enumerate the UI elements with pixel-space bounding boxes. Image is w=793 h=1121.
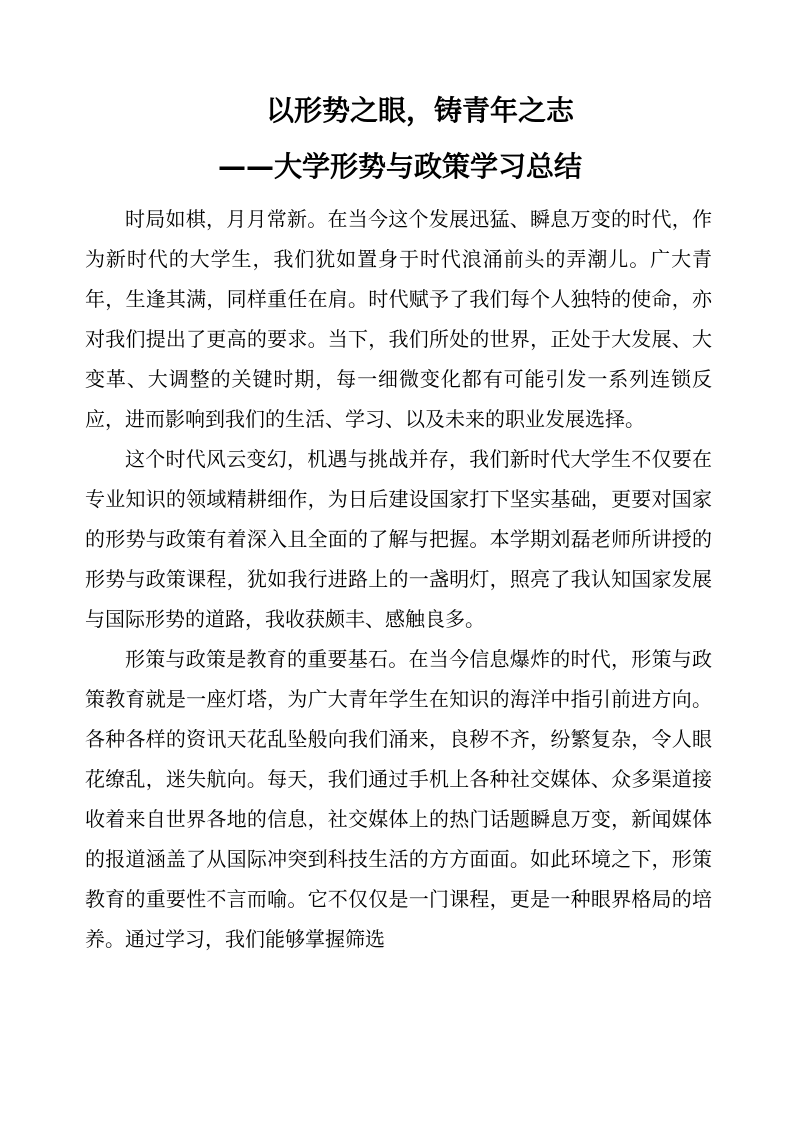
paragraph-1: 时局如棋，月月常新。在当今这个发展迅猛、瞬息万变的时代，作为新时代的大学生，我们犹如置身于时代浪涌前头的弄潮儿。广大青年，生逢其满，同样重任在肩。时代赋予了我们每个人独特的使命，亦对我们提出了更高的要求。当下，我们所处的世界，正处于大发展、大变革、大调整的关键时期，每一细微变化都有可能引发一系列连锁反应，进而影响到我们的生活、学习、以及未来的职业发展选择。 xyxy=(85,207,712,431)
document-title: 以形势之眼，铸青年之志 xyxy=(266,94,575,127)
document-subtitle: ——大学形势与政策学习总结 xyxy=(218,150,583,183)
paragraph-2: 这个时代风云变幻，机遇与挑战并存，我们新时代大学生不仅要在专业知识的领域精耕细作，为日后建设国家打下坚实基础，更要对国家的形势与政策有着深入且全面的了解与把握。本学期刘磊老师所讲授的形势与政策课程，犹如我行进路上的一盏明灯，照亮了我认知国家发展与国际形势的道路，我收获颇丰、感触良多。 xyxy=(85,447,712,631)
document-body xyxy=(85,199,712,959)
paragraph-3: 形策与政策是教育的重要基石。在当今信息爆炸的时代，形策与政策教育就是一座灯塔，为广大青年学生在知识的海洋中指引前进方向。各种各样的资讯天花乱坠般向我们涌来，良秽不齐，纷繁复杂，令人眼花缭乱，迷失航向。每天，我们通过手机上各种社交媒体、众多渠道接收着来自世界各地的信息，社交媒体上的热门话题瞬息万变，新闻媒体的报道涵盖了从国际冲突到科技生活的方方面面。如此环境之下，形策教育的重要性不言而喻。它不仅仅是一门课程，更是一种眼界格局的培养。通过学习，我们能够掌握筛选 xyxy=(85,647,712,951)
